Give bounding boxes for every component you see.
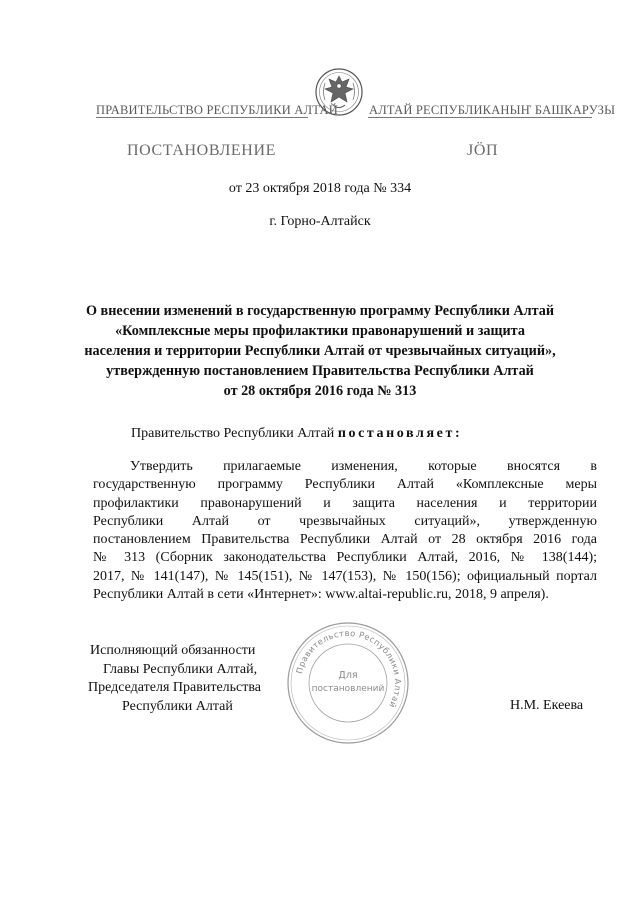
title-line: от 28 октября 2016 года № 313: [223, 383, 417, 399]
body-line: № 313 (Сборник законодательства Республики Алтай, 2016, № 138(144);: [93, 550, 597, 566]
body-line: государственную программу Республики Алтай «Комплексные меры: [93, 477, 597, 493]
body-line: постановлением Правительства Республики Алтай от 28 октября 2016 года: [93, 532, 597, 548]
decree-subject: Правительство Республики Алтай: [131, 426, 335, 441]
signatory-position: [88, 642, 261, 716]
org-name-altai: АЛТАЙ РЕСПУБЛИКАНЫҤ БАШКАРУЗЫ: [369, 103, 616, 117]
doc-type-russian: ПОСТАНОВЛЕНИЕ: [127, 142, 276, 159]
stamp-ring-text: Правительство Республики Алтай: [293, 627, 404, 710]
stamp-center-line-1: Для: [338, 670, 358, 681]
decree-date-number: от 23 октября 2018 года № 334: [228, 181, 412, 196]
body-line: Республики Алтай в сети «Интернет»: www.altai-republic.ru, 2018, 9 апреля).: [93, 587, 549, 603]
title-line: утвержденную постановлением Правительства Республики Алтай: [106, 363, 534, 379]
official-stamp: [285, 620, 411, 746]
header-divider-left: [96, 117, 308, 118]
header-divider-right: [368, 117, 592, 118]
body-line: Республики Алтай от чрезвычайных ситуаций», утвержденную: [93, 513, 597, 529]
decree-title: [80, 301, 560, 401]
title-line: О внесении изменений в государственную программу Республики Алтай: [85, 303, 555, 319]
title-line: населения и территории Республики Алтай от чрезвычайных ситуаций»,: [84, 343, 556, 359]
body-line: 2017, № 141(147), № 145(151), № 147(153), № 150(156); официальный портал: [93, 568, 597, 584]
signatory-name: Н.М. Екеева: [510, 698, 584, 713]
decree-body: [93, 458, 597, 604]
decree-city: г. Горно-Алтайск: [269, 214, 371, 229]
title-line: «Комплексные меры профилактики правонарушений и защита: [115, 323, 525, 339]
decree-verb: постановляет:: [337, 426, 463, 441]
signatory-line: Республики Алтай: [122, 698, 233, 714]
org-name-russian: ПРАВИТЕЛЬСТВО РЕСПУБЛИКИ АЛТАЙ: [96, 103, 338, 117]
signatory-line: Главы Республики Алтай,: [103, 661, 258, 677]
decree-intro: [131, 426, 462, 442]
signatory-line: Исполняющий обязанности: [90, 643, 256, 658]
doc-type-altai: JӦП: [467, 142, 499, 159]
stamp-center-line-2: постановлений: [311, 684, 385, 694]
body-line: Утвердить прилагаемые изменения, которые вносятся в: [130, 459, 597, 474]
signatory-line: Председателя Правительства: [88, 680, 262, 695]
body-line: профилактики правонарушений и защита населения и территории: [93, 495, 597, 511]
